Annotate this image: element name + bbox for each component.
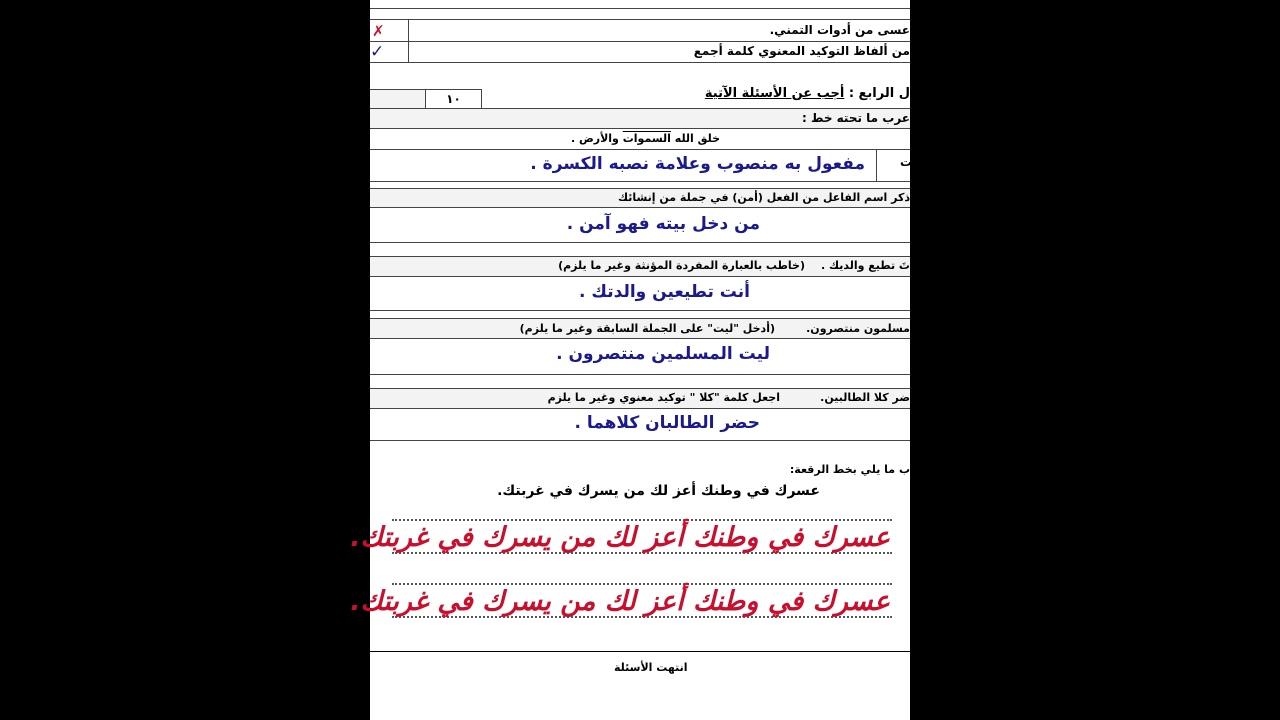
q6-label: ب ما يلي بخط الرقعة: bbox=[789, 463, 910, 476]
handwriting-line-1: عسرك في وطنك أعز لك من يسرك في غربتك. bbox=[350, 522, 890, 553]
q5-instruction: اجعل كلمة "كلا " توكيد معنوي وغير ما يلزم bbox=[547, 391, 780, 404]
q5-label: ضر كلا الطالبين. bbox=[820, 391, 910, 404]
row-line bbox=[370, 108, 910, 109]
section-title-instruction: أجب عن الأسئلة الآتية bbox=[704, 86, 845, 101]
row-line bbox=[370, 128, 910, 129]
row-line bbox=[370, 374, 910, 375]
row-line bbox=[370, 408, 910, 409]
q3-label: تَ تطيع والديك . bbox=[820, 259, 910, 272]
statement-1: عسى من أدوات التمني. bbox=[769, 23, 910, 37]
q1-sentence-part2: والأرض . bbox=[570, 132, 623, 145]
row-line bbox=[370, 242, 910, 243]
top-border bbox=[370, 8, 910, 9]
end-of-questions: انتهت الأسئلة bbox=[614, 661, 688, 674]
statement-2: من ألفاظ التوكيد المعنوي كلمة أجمع bbox=[693, 44, 910, 58]
q1-sentence-part1: خلق الله bbox=[670, 132, 720, 145]
check-mark-icon: ✓ bbox=[370, 42, 385, 62]
row-line bbox=[370, 318, 910, 319]
footer-rule bbox=[370, 651, 910, 652]
q1-sentence bbox=[571, 132, 720, 145]
score-cell-empty bbox=[370, 89, 426, 109]
writing-guide-line bbox=[392, 519, 892, 521]
q4-answer: ليت المسلمين منتصرون . bbox=[556, 344, 770, 364]
q1-side-label: ت bbox=[900, 155, 913, 169]
row-line bbox=[370, 207, 910, 208]
cell-divider bbox=[876, 149, 877, 181]
row-line bbox=[370, 256, 910, 257]
writing-guide-line bbox=[392, 583, 892, 585]
exam-page bbox=[350, 0, 913, 720]
row-line bbox=[370, 181, 910, 182]
q5-answer: حضر الطالبان كلاهما . bbox=[574, 413, 760, 433]
row-line bbox=[370, 149, 910, 150]
row-line bbox=[370, 188, 910, 189]
q2-answer: من دخل بيته فهو آمن . bbox=[566, 214, 760, 234]
row-line bbox=[370, 440, 910, 441]
q4-label: مسلمون منتصرون. bbox=[806, 322, 910, 335]
table-line bbox=[370, 19, 910, 20]
q3-answer: أنت تطيعين والدتك . bbox=[579, 282, 750, 302]
handwriting-line-2: عسرك في وطنك أعز لك من يسرك في غربتك. bbox=[350, 586, 890, 617]
q1-underlined-word: السموات bbox=[622, 132, 671, 145]
section-title bbox=[705, 86, 910, 101]
q4-instruction: (أدخل "ليت" على الجملة السابقة وغير ما يلزم) bbox=[519, 322, 775, 335]
q1-label: عرب ما تحته خط : bbox=[802, 111, 910, 125]
q6-sentence: عسرك في وطنك أعز لك من يسرك في غربتك. bbox=[497, 483, 820, 499]
table-divider bbox=[408, 19, 409, 62]
table-line bbox=[370, 62, 910, 63]
row-line bbox=[370, 388, 910, 389]
row-line bbox=[370, 276, 910, 277]
q3-instruction: (خاطب بالعبارة المفردة المؤنثة وغير ما يلزم) bbox=[558, 259, 805, 272]
section-title-prefix: ل الرابع : bbox=[844, 86, 910, 101]
q1-answer: مفعول به منصوب وعلامة نصبه الكسرة . bbox=[530, 154, 865, 174]
table-line bbox=[370, 41, 910, 42]
cross-mark-icon: ✗ bbox=[372, 22, 385, 40]
q2-label: ذكر اسم الفاعل من الفعل (أمن) في جملة من إنشائك bbox=[617, 191, 910, 204]
row-line bbox=[370, 338, 910, 339]
score-box: ١٠ bbox=[425, 89, 482, 109]
row-line bbox=[370, 310, 910, 311]
